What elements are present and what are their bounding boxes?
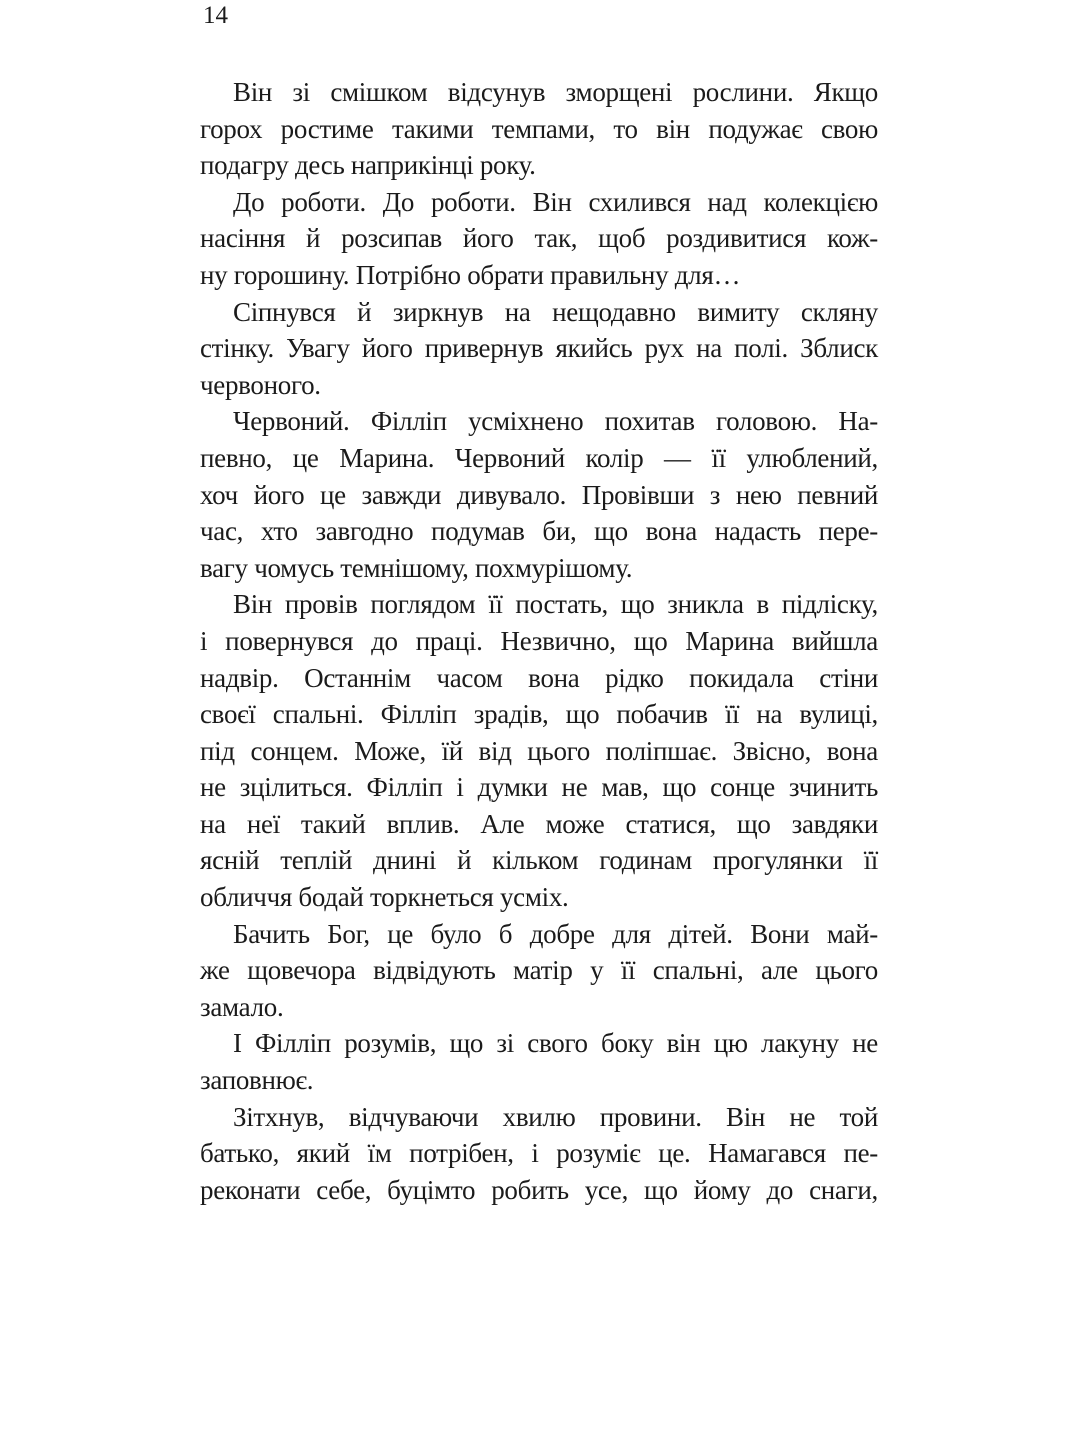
text-line: Бачить Бог, це було б добре для дітей. Вони май-	[233, 918, 878, 949]
text-line: подагру десь наприкінці року.	[200, 150, 536, 181]
text-line: горох ростиме такими темпами, то він подужає свою	[200, 113, 878, 144]
paragraph	[200, 1099, 878, 1209]
paragraph	[200, 403, 878, 586]
text-line: хоч його це завжди дивувало. Провівши з нею певний	[200, 479, 878, 510]
text-line: заповнює.	[200, 1065, 314, 1096]
text-line: Червоний. Філліп усміхнено похитав головою. На-	[233, 406, 878, 437]
text-line: червоного.	[200, 369, 321, 400]
text-line: ясній теплій днині й кільком годинам прогулянки її	[200, 845, 878, 876]
text-line: вагу чомусь темнішому, похмурішому.	[200, 552, 633, 583]
paragraph	[200, 916, 878, 1026]
text-line: реконати себе, буцімто робить усе, що йому до снаги,	[200, 1174, 878, 1205]
text-line: замало.	[200, 991, 284, 1022]
text-line: Зітхнув, відчуваючи хвилю провини. Він не той	[233, 1101, 878, 1132]
text-line: До роботи. До роботи. Він схилився над колекцією	[233, 186, 878, 217]
text-line: же щовечора відвідують матір у її спальні, але цього	[200, 955, 878, 986]
text-line: на неї такий вплив. Але може статися, що завдяки	[200, 808, 878, 839]
text-line: ну горошину. Потрібно обрати правильну для…	[200, 259, 741, 290]
text-line: і повернувся до праці. Незвично, що Марина вийшла	[200, 625, 878, 656]
paragraph	[200, 1025, 878, 1098]
paragraph	[200, 74, 878, 184]
text-line: певно, це Марина. Червоний колір — її улюблений,	[200, 442, 878, 473]
text-line: насіння й розсипав його так, щоб роздивитися кож-	[200, 223, 878, 254]
text-line: І Філліп розумів, що зі свого боку він цю лакуну не	[233, 1028, 878, 1059]
text-line: надвір. Останнім часом вона рідко покидала стіни	[200, 662, 878, 693]
text-line: Сіпнувся й зиркнув на нещодавно вимиту скляну	[233, 296, 878, 327]
paragraph	[200, 586, 878, 915]
text-line: батько, який їм потрібен, і розуміє це. Намагався пе-	[200, 1138, 878, 1169]
page-number: 14	[203, 2, 228, 29]
text-line: під сонцем. Може, їй від цього поліпшає. Звісно, вона	[200, 735, 878, 766]
paragraph	[200, 184, 878, 294]
text-line: не зцілиться. Філліп і думки не мав, що сонце зчинить	[200, 772, 878, 803]
paragraph	[200, 294, 878, 404]
page-text	[200, 74, 878, 1208]
text-line: обличчя бодай торкнеться усміх.	[200, 882, 569, 913]
text-line: Він зі смішком відсунув зморщені рослини. Якщо	[233, 77, 878, 107]
text-line: Він провів поглядом її постать, що зникла в підліску,	[233, 589, 878, 620]
text-line: своєї спальні. Філліп зрадів, що побачив її на вулиці,	[200, 699, 878, 730]
text-line: стінку. Увагу його привернув якийсь рух на полі. Зблиск	[200, 333, 878, 364]
text-line: час, хто завгодно подумав би, що вона надасть пере-	[200, 516, 878, 547]
